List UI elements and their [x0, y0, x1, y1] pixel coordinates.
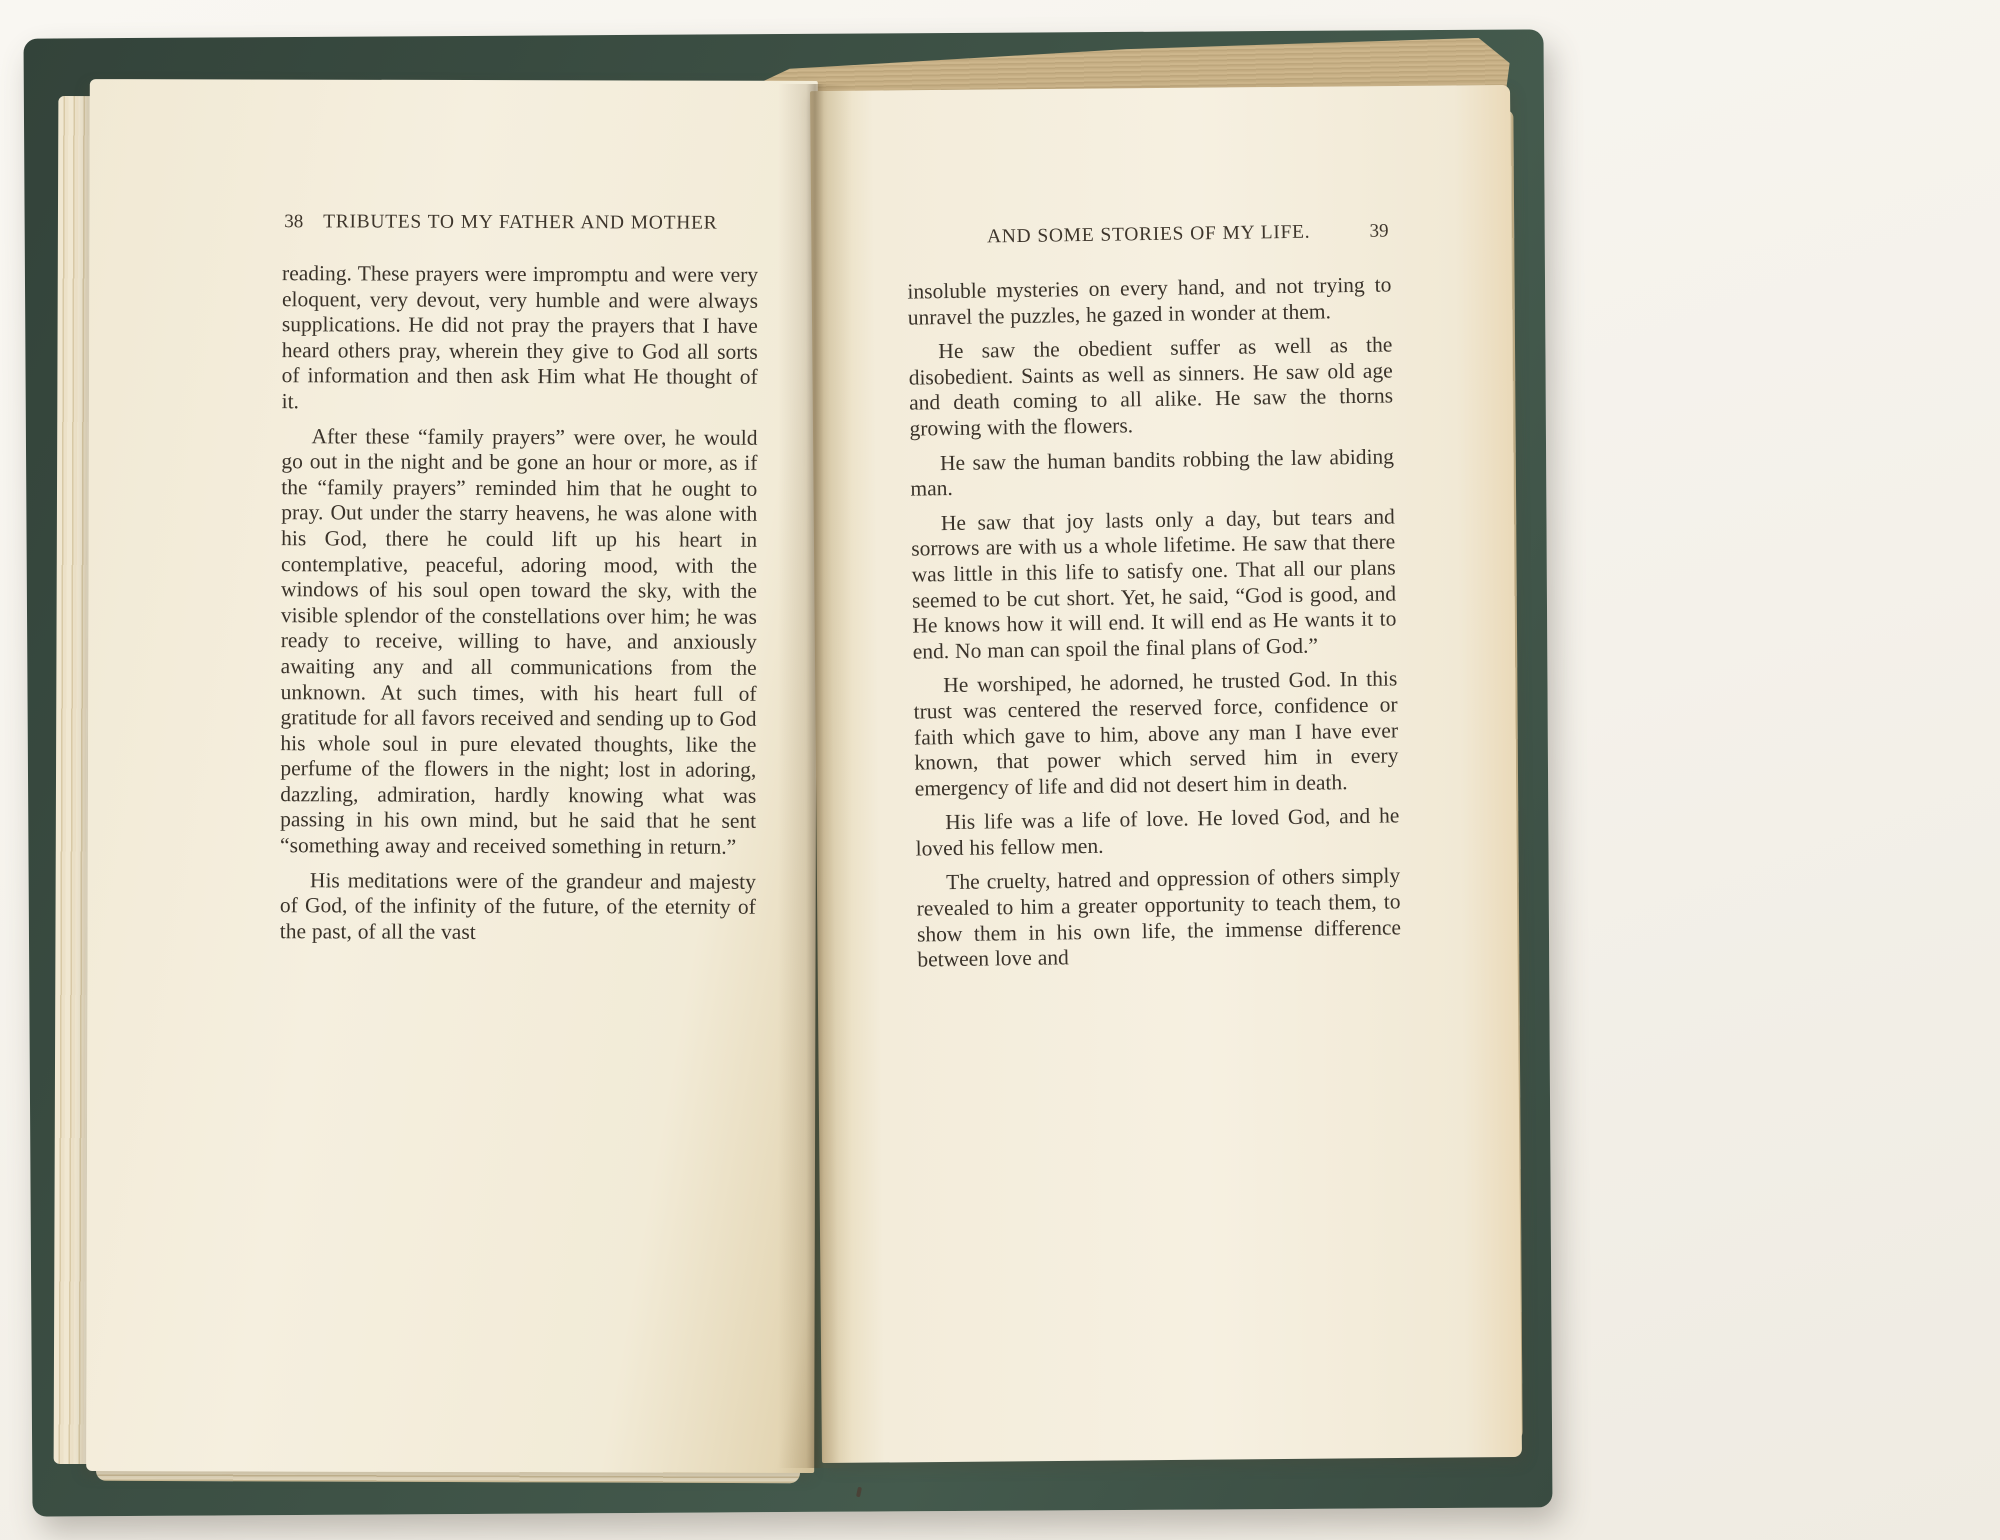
paragraph: His life was a life of love. He loved God, and he loved his fellow men. [915, 803, 1400, 861]
paragraph: reading. These prayers were impromptu and were very eloquent, very devout, very humble and were always supplications. He did not pray the prayers that I have heard others pray, wherein they give to God all sorts of information and then ask Him what He thought of it. [281, 261, 759, 414]
paragraph: After these “family prayers” were over, he would go out in the night and be gone an hour or more, as if the “family prayers” reminded him that he ought to pray. Out under the starry heavens, he was alone with his God, there he could lift up his heart in contemplative, peaceful, adoring mood, with the windows of his soul open toward the sky, with the visible splendor of the constellations over him; he was ready to receive, willing to have, and anxiously awaiting any and all communications from the unknown. At such times, with his heart full of gratitude for all favors received and sending up to God his whole soul in pure elevated thoughts, like the perfume of the flowers in the night; lost in adoring, dazzling, admiration, hardly knowing what was passing in his own mind, but he said that he sent “something away and received something in return.” [280, 423, 758, 859]
paragraph: He saw the obedient suffer as well as the disobedient. Saints as well as sinners. He saw old age and death coming to all alike. He saw the thorns growing with the flowers. [908, 332, 1394, 441]
left-running-head [282, 211, 758, 239]
left-header-title: TRIBUTES TO MY FATHER AND MOTHER [323, 211, 718, 234]
paragraph: insoluble mysteries on every hand, and not trying to unravel the puzzles, he gazed in wonder at them. [907, 272, 1392, 330]
right-page-body [907, 272, 1401, 973]
left-page-number: 38 [284, 211, 304, 233]
left-page-content [280, 211, 759, 946]
right-header-title: AND SOME STORIES OF MY LIFE. [986, 221, 1311, 248]
left-page-body [280, 261, 758, 946]
right-page-content [906, 220, 1401, 973]
paragraph: He saw that joy lasts only a day, but tears and sorrows are with us a whole lifetime. He saw that there was little in this life to satisfy one. That all our plans seemed to be cut short. Yet, he said, “God is good, and He knows how it will end. It will end as He wants it to end. No man can spoil the final plans of God.” [911, 504, 1397, 664]
paragraph: The cruelty, hatred and oppression of others simply revealed to him a greater opportunity to teach them, to show them in his own life, the immense difference between love and [916, 863, 1402, 972]
paragraph: He worshiped, he adorned, he trusted God. In this trust was centered the reserved force, confidence or faith which gave to him, above any man I have ever known, that power which served him in every emergency of life and did not desert him in death. [913, 666, 1399, 801]
paragraph: His meditations were of the grandeur and majesty of God, of the infinity of the future, of the eternity of the past, of all the vast [279, 867, 756, 944]
paragraph: He saw the human bandits robbing the law abiding man. [910, 443, 1395, 501]
right-page-number: 39 [1369, 220, 1389, 242]
